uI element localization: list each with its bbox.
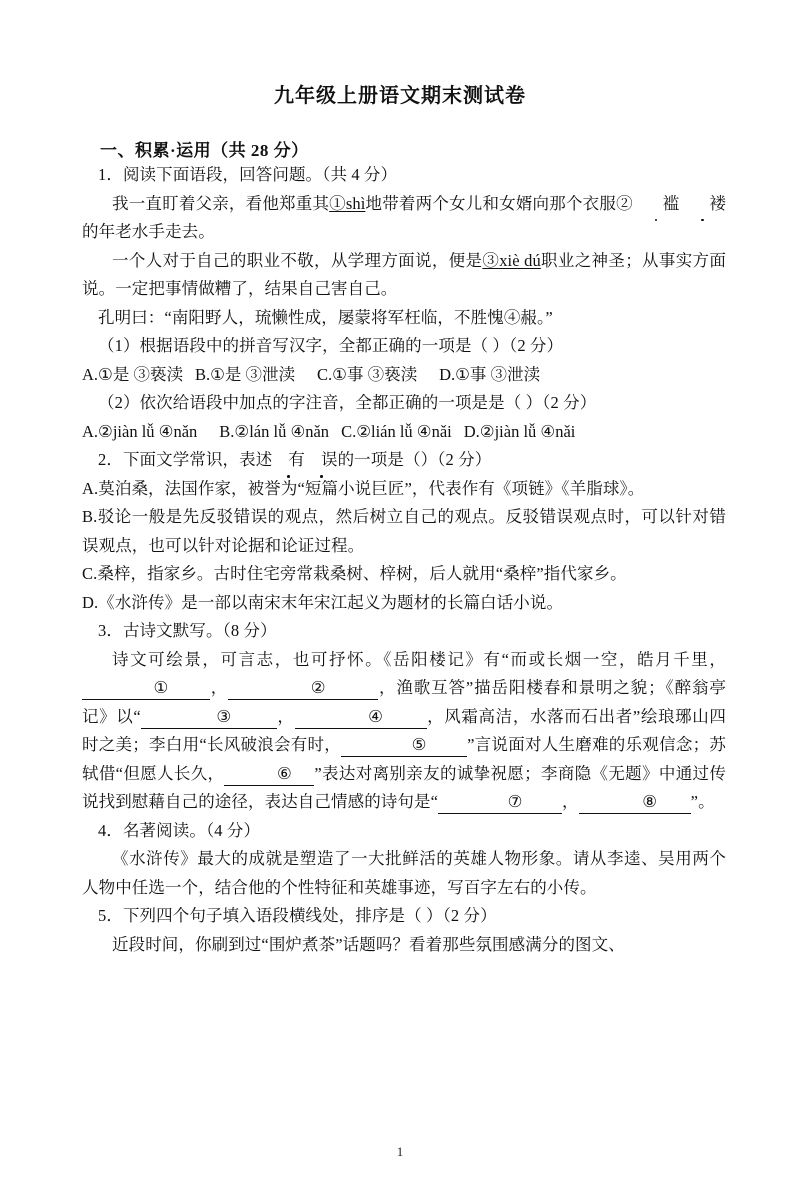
question-1-sub-1-options <box>82 361 726 390</box>
passage-dotted-word-1: 褴 褛 <box>633 194 726 213</box>
document-body <box>74 136 726 959</box>
option-b[interactable]: B.①是 ③泄渎 <box>194 364 296 384</box>
exam-paper-page <box>0 82 800 1198</box>
passage-text: 地带着两个女儿和女婿向那个衣服② <box>365 193 633 213</box>
answer-blank-2[interactable]: ② <box>228 677 378 700</box>
option-b[interactable]: B.②lán lǚ ④nǎn <box>219 421 330 441</box>
q3-text: ，渔歌互答”描岳阳楼春和景明之貌；《醉翁亭记》以“ <box>82 678 726 726</box>
answer-blank-5[interactable]: ⑤ <box>341 734 467 757</box>
option-d[interactable]: D.②jiàn lǚ ④nǎi <box>463 421 576 441</box>
passage-text: 职业之神圣；从事实方面说。一定把事情做糟了，结果自己害自己。 <box>82 250 726 298</box>
q3-text: ， <box>562 792 579 811</box>
answer-blank-6[interactable]: ⑥ <box>224 763 314 786</box>
question-2-option-b[interactable]: B.驳论一般是先反驳错误的观点，然后树立自己的观点。反驳错误观点时，可以针对错误观点，也可以针对论据和论证过程。 <box>82 507 726 555</box>
page-number: 1 <box>396 1144 404 1159</box>
passage-text: 我一直盯着父亲，看他郑重其 <box>112 193 330 213</box>
section-heading-1: 一、积累·运用（共 28 分） <box>100 141 309 160</box>
question-1-sub-2-stem: （2）依次给语段中加点的字注音，全都正确的一项是是（ ）（2 分） <box>98 393 597 412</box>
option-c[interactable]: C.①事 ③亵渎 <box>317 364 418 384</box>
answer-blank-1[interactable]: ① <box>82 677 210 700</box>
passage-pinyin-2: ③xiè dú <box>482 250 541 270</box>
question-2-option-d[interactable]: D.《水浒传》是一部以南宋末年宋江起义为题材的长篇白话小说。 <box>82 592 564 612</box>
question-3-body <box>82 646 726 817</box>
question-1-passage-2 <box>82 247 726 304</box>
passage-text: 一个人对于自己的职业不敬，从学理方面说，便是 <box>112 250 483 270</box>
question-2-option-a[interactable]: A.莫泊桑，法国作家，被誉为“短篇小说巨匠”，代表作有《项链》《羊脂球》。 <box>82 478 645 498</box>
option-a[interactable]: A.①是 ③亵渎 <box>82 364 183 384</box>
q3-text: ， <box>210 678 229 697</box>
question-5-body: 近段时间，你刷到过“围炉煮茶”话题吗？看着那些氛围感满分的图文、 <box>112 934 625 954</box>
question-2-option-c[interactable]: C.桑梓，指家乡。古时住宅旁常栽桑树、梓树，后人就用“桑梓”指代家乡。 <box>82 564 627 583</box>
q3-text: ， <box>276 706 295 726</box>
answer-blank-4[interactable]: ④ <box>295 706 427 729</box>
question-2-stem <box>82 446 726 475</box>
answer-blank-3[interactable]: ③ <box>141 706 277 729</box>
passage-pinyin-1: ①shì <box>329 193 366 213</box>
question-4-stem: 4．名著阅读。（4 分） <box>98 820 261 840</box>
page-title: 九年级上册语文期末测试卷 <box>274 85 526 107</box>
question-1-stem: 1．阅读下面语段，回答问题。（共 4 分） <box>98 165 398 184</box>
q3-text: ，风霜高洁，水落而石出者”绘琅琊山四时之美；李白用“长风破浪会有时， <box>82 706 726 754</box>
question-3-stem: 3．古诗文默写。（8 分） <box>98 621 277 640</box>
question-1-passage-1 <box>82 190 726 247</box>
q3-text: ”言说面对人生磨难的乐观信念；苏轼借“但愿人长久， <box>82 735 726 783</box>
question-1-passage-3: 孔明曰：“南阳野人，琉懒性成，屡蒙将军枉临，不胜愧④赧。” <box>98 307 553 327</box>
question-2-dotted-word: 有 误 <box>272 450 337 469</box>
question-2-stem-text: 2．下面文学常识，表述 <box>98 450 273 469</box>
passage-text: 的年老水手走去。 <box>82 222 215 241</box>
question-5-stem: 5．下列四个句子填入语段横线处，排序是（ ）（2 分） <box>98 906 497 925</box>
option-c[interactable]: C.②lián lǚ ④nǎi <box>341 421 452 441</box>
answer-blank-7[interactable]: ⑦ <box>438 791 562 814</box>
option-a[interactable]: A.②jiàn lǚ ④nǎn <box>82 421 198 441</box>
q3-text: ”。 <box>690 792 715 811</box>
answer-blank-8[interactable]: ⑧ <box>579 791 691 814</box>
question-1-sub-1-stem: （1）根据语段中的拼音写汉字，全都正确的一项是（ ）（2 分） <box>98 336 564 355</box>
q3-text: 诗文可绘景，可言志，也可抒怀。《岳阳楼记》有“而或长烟一空，皓月千里， <box>112 649 726 669</box>
question-1-sub-2-options <box>82 418 726 447</box>
question-2-stem-text: 的一项是（）（2 分） <box>337 450 492 469</box>
q3-text: ”表达对离别亲友的诚挚祝愿；李商隐《无题》中通过传说找到慰藉自己的途径，表达自己情感的诗句是“ <box>82 763 726 811</box>
option-d[interactable]: D.①事 ③泄渎 <box>439 364 541 384</box>
question-4-body: 《水浒传》最大的成就是塑造了一大批鲜活的英雄人物形象。请从李逵、吴用两个人物中任选一个，结合他的个性特征和英雄事迹，写百字左右的小传。 <box>82 849 726 897</box>
